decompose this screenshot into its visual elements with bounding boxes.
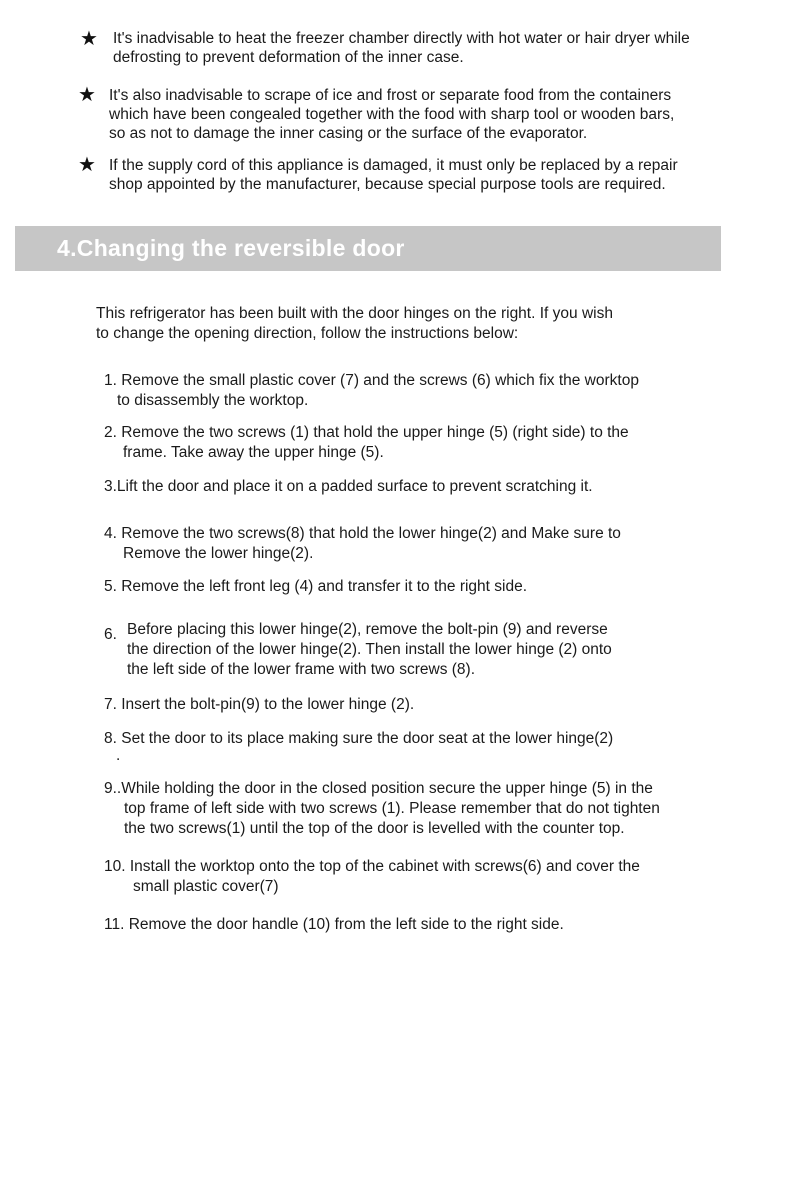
step-4 <box>104 524 621 564</box>
note-line: so as not to damage the inner casing or the surface of the evaporator. <box>109 125 588 142</box>
note-line: If the supply cord of this appliance is damaged, it must only be replaced by a repair <box>109 157 678 174</box>
note-line: It's inadvisable to heat the freezer chamber directly with hot water or hair dryer while <box>113 30 690 47</box>
step-3 <box>104 477 593 497</box>
step-line: to disassembly the worktop. <box>117 392 309 409</box>
step-line: 7. Insert the bolt-pin(9) to the lower hinge (2). <box>104 696 415 713</box>
intro-paragraph <box>96 304 613 344</box>
step-line: 4. Remove the two screws(8) that hold the lower hinge(2) and Make sure to <box>104 525 621 542</box>
step-1 <box>104 371 639 411</box>
step-line: the left side of the lower frame with two screws (8). <box>127 661 476 678</box>
step-line: Remove the lower hinge(2). <box>123 545 314 562</box>
step-line: Before placing this lower hinge(2), remove the bolt-pin (9) and reverse <box>127 621 608 638</box>
step-5 <box>104 577 527 597</box>
step-10 <box>104 857 640 897</box>
step-line: 5. Remove the left front leg (4) and transfer it to the right side. <box>104 578 528 595</box>
note-line: It's also inadvisable to scrape of ice and frost or separate food from the containers <box>109 87 672 104</box>
step-line: top frame of left side with two screws (1). Please remember that do not tighten <box>124 800 660 817</box>
step-11 <box>104 915 564 935</box>
star-icon: ★ <box>80 28 98 50</box>
section-title: 4.Changing the reversible door <box>57 235 405 261</box>
note-line: defrosting to prevent deformation of the inner case. <box>113 49 464 66</box>
step-line: small plastic cover(7) <box>133 878 279 895</box>
step-line: the two screws(1) until the top of the door is levelled with the counter top. <box>124 820 625 837</box>
step-line: 3.Lift the door and place it on a padded surface to prevent scratching it. <box>104 478 593 495</box>
step-line: 11. Remove the door handle (10) from the left side to the right side. <box>104 916 564 933</box>
step-line: the direction of the lower hinge(2). Then install the lower hinge (2) onto <box>127 641 612 658</box>
step-2 <box>104 423 629 463</box>
step-line: frame. Take away the upper hinge (5). <box>123 444 384 461</box>
intro-line: to change the opening direction, follow the instructions below: <box>96 325 519 342</box>
intro-line: This refrigerator has been built with the door hinges on the right. If you wish <box>96 305 613 322</box>
step-9 <box>104 779 660 839</box>
star-icon: ★ <box>78 84 96 106</box>
step-line: 8. Set the door to its place making sure the door seat at the lower hinge(2) <box>104 730 614 747</box>
step-line: 1. Remove the small plastic cover (7) and the screws (6) which fix the worktop <box>104 372 639 389</box>
step-7 <box>104 695 414 715</box>
section-banner <box>15 226 721 271</box>
step-line: 10. Install the worktop onto the top of the cabinet with screws(6) and cover the <box>104 858 640 875</box>
note-line: which have been congealed together with the food with sharp tool or wooden bars, <box>109 106 675 123</box>
note-line: shop appointed by the manufacturer, because special purpose tools are required. <box>109 176 666 193</box>
star-icon: ★ <box>78 154 96 176</box>
step-number: 6. <box>104 626 117 643</box>
step-8 <box>104 729 613 763</box>
step-line: 2. Remove the two screws (1) that hold the upper hinge (5) (right side) to the <box>104 424 629 441</box>
step-line: 9..While holding the door in the closed position secure the upper hinge (5) in the <box>104 780 653 797</box>
step-line: . <box>116 747 121 764</box>
